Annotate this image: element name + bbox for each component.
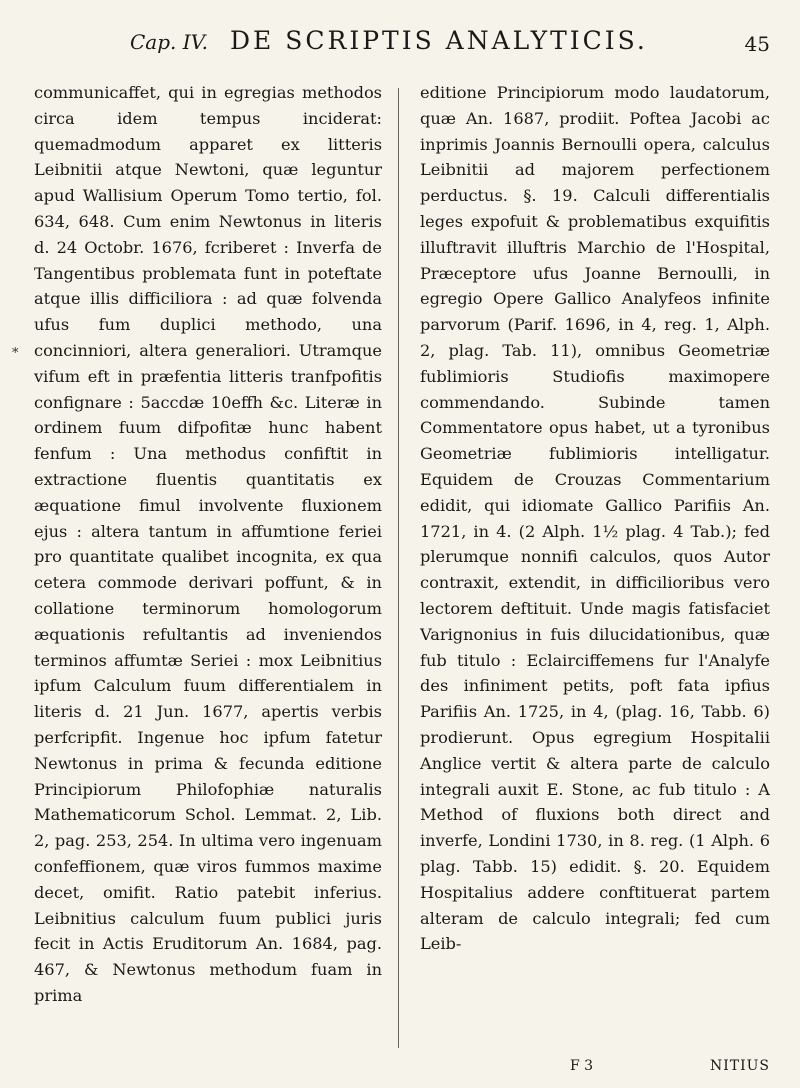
signature-mark: F 3 bbox=[570, 1058, 594, 1074]
running-header bbox=[130, 22, 770, 72]
chapter-label: Cap. IV. bbox=[130, 30, 208, 54]
right-column-text: editione Principiorum modo laudatorum, quæ An. 1687, prodiit. Poftea Jacobi ac inprimis Joannis Bernoulli opera, calculus Leibnitii ad majorem perfectionem perductus. §. 19. Calculi differentialis leges expofuit & problematibus exquifitis illuftravit illuftris Marchio de l'Hospital, Præceptore ufus Joanne Bernoulli, in egregio Opere Gallico Analyfeos infinite parvorum (Parif. 1696, in 4, reg. 1, Alph. 2, plag. Tab. 11), omnibus Geometriæ fublimioris Studiofis maximopere commendando. Subinde tamen Commentatore opus habet, ut a tyronibus Geometriæ fublimioris intelligatur. Equidem de Crouzas Commentarium edidit, qui idiomate Gallico Parifiis An. 1721, in 4. (2 Alph. 1½ plag. 4 Tab.); fed plerumque nonnifi calculos, quos Autor contraxit, extendit, in difficilioribus vero lectorem deftituit. Unde magis fatisfaciet Varignonius in fuis dilucidationibus, quæ fub titulo : Eclairciffemens fur l'Analyfe des infiniment petits, poft fata ipfius Parifiis An. 1725, in 4, (plag. 16, Tabb. 6) prodierunt. Opus egregium Hospitalii Anglice vertit & altera parte de calculo integrali auxit E. Stone, ac fub titulo : A Method of fluxions both direct and inverfe, Londini 1730, in 8. reg. (1 Alph. 6 plag. Tabb. 15) edidit. §. 20. Equidem Hospitalius addere conftituerat partem alteram de calculo integrali; fed cum Leib- bbox=[420, 83, 770, 954]
right-column bbox=[420, 80, 770, 957]
left-column bbox=[34, 80, 382, 1009]
column-divider bbox=[398, 88, 399, 1048]
margin-mark: * bbox=[12, 346, 19, 361]
catchword: NITIUS bbox=[709, 1058, 770, 1074]
page-number: 45 bbox=[744, 32, 770, 56]
page-footer bbox=[420, 1058, 770, 1082]
left-column-text: communicaffet, qui in egregias methodos circa idem tempus inciderat: quemadmodum apparet ex litteris Leibnitii atque Newtoni, quæ leguntur apud Wallisium Operum Tomo tertio, fol. 634, 648. Cum enim Newtonus in literis d. 24 Octobr. 1676, fcriberet : Inverfa de Tangentibus problemata funt in poteftate atque illis difficiliora : ad quæ folvenda ufus fum duplici methodo, una concinniori, altera generaliori. Utramque vifum eft in præfentia litteris tranfpofitis confignare : 5accdæ 10effh &c. Literæ in ordinem fuum difpofitæ hunc habent fenfum : Una methodus confiftit in extractione fluentis quantitatis ex æquatione fimul involvente fluxionem ejus : altera tantum in affumtione feriei pro quantitate qualibet incognita, ex qua cetera commode derivari poffunt, & in collatione terminorum homologorum æquationis refultantis ad inveniendos terminos affumtæ Seriei : mox Leibnitius ipfum Calculum fuum differentialem in literis d. 21 Jun. 1677, apertis verbis perfcripfit. Ingenue hoc ipfum fatetur Newtonus in prima & fecunda editione Principiorum Philofophiæ naturalis Mathematicorum Schol. Lemmat. 2, Lib. 2, pag. 253, 254. In ultima vero ingenuam confeffionem, quæ viros fummos maxime decet, omifit. Ratio patebit inferius. Leibnitius calculum fuum publici juris fecit in Actis Eruditorum An. 1684, pag. 467, & Newtonus methodum fuam in prima bbox=[34, 83, 382, 1005]
page-heading: DE SCRIPTIS ANALYTICIS. bbox=[230, 26, 648, 55]
